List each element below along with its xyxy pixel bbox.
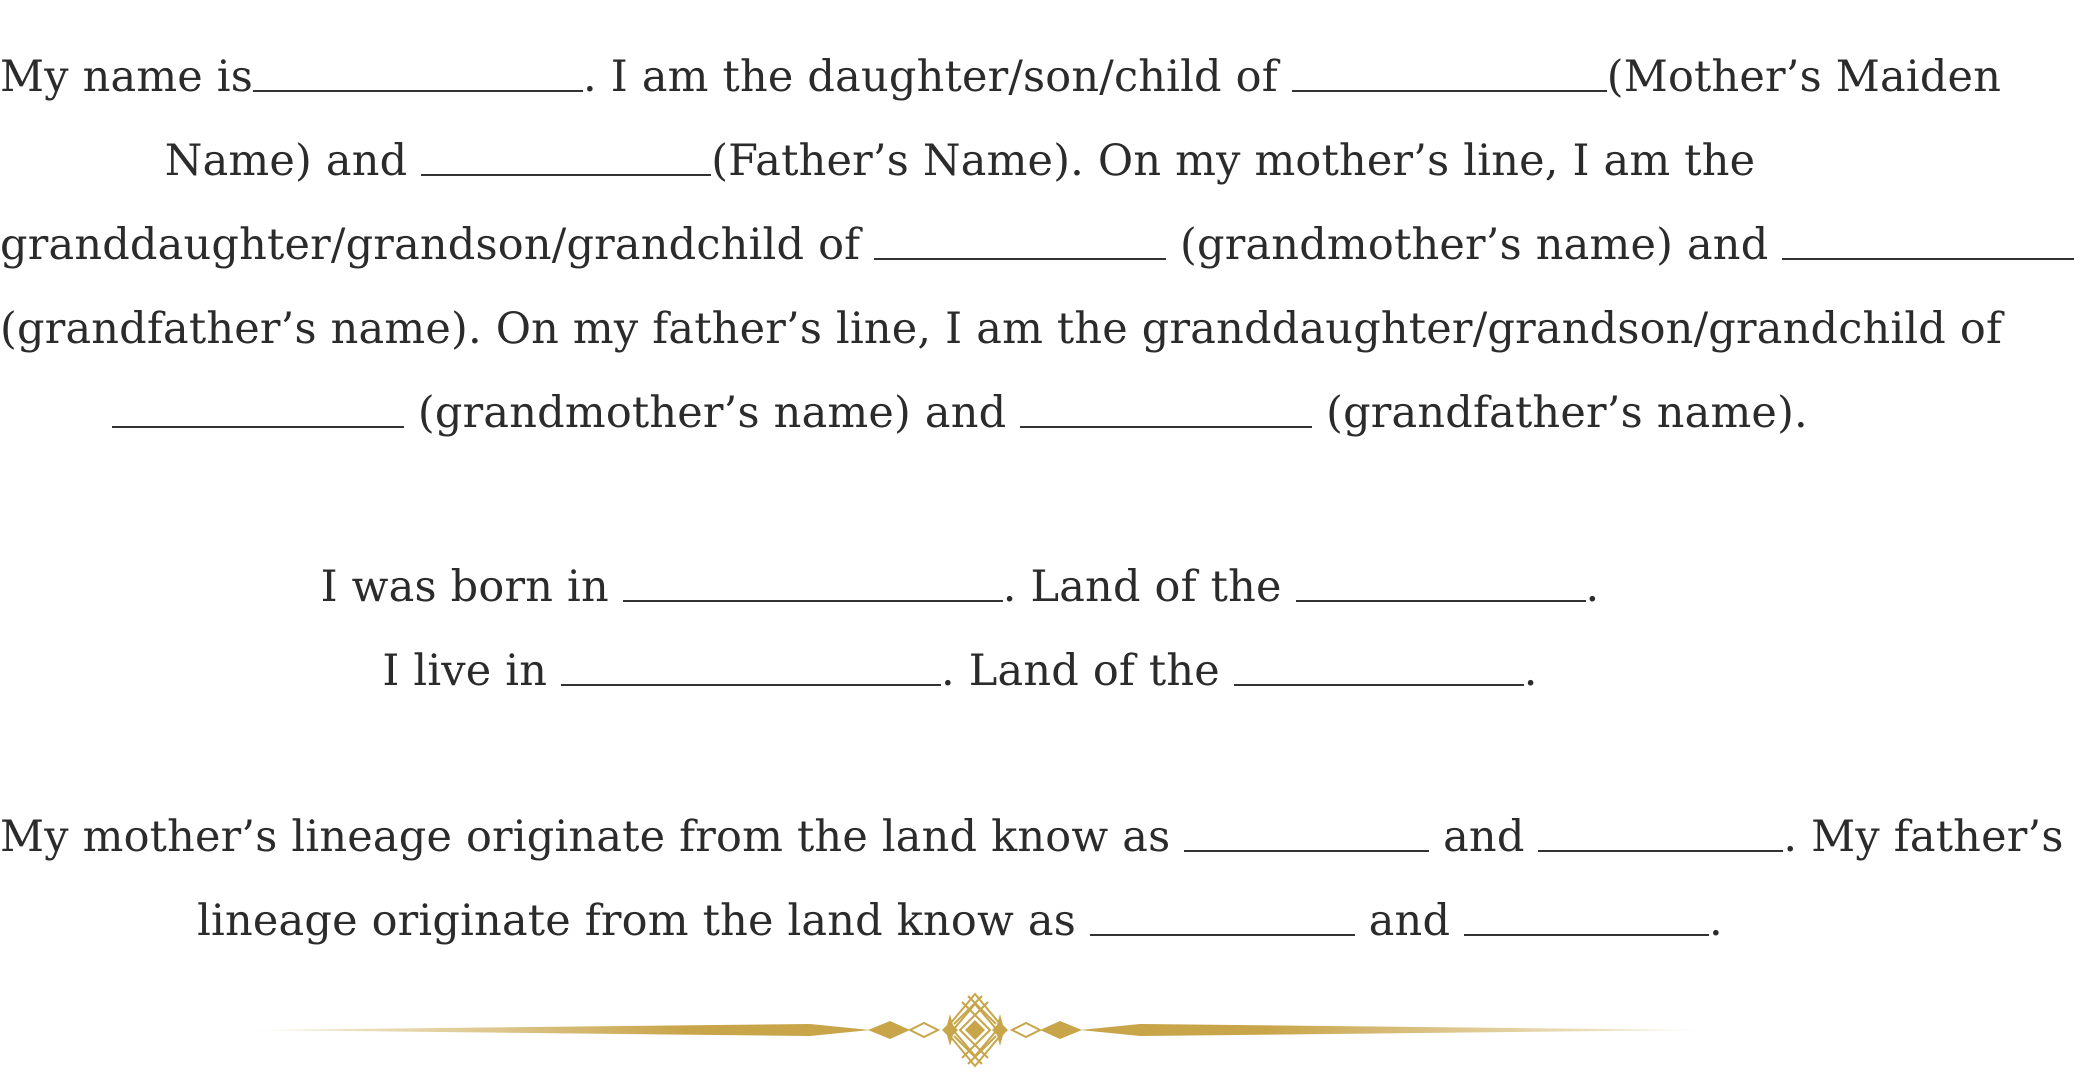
text-segment: (Mother’s Maiden [1606,52,2002,102]
paragraph-line [0,371,1920,455]
residence-blank[interactable] [561,684,941,686]
text-segment: granddaughter/grandson/grandchild of [0,220,875,270]
mother-maiden-name-blank[interactable] [1292,90,1607,92]
paragraph-line [0,119,1920,203]
father-name-blank[interactable] [421,174,711,176]
text-segment: (grandfather’s name). [1312,388,1808,438]
birthplace-blank[interactable] [623,600,1003,602]
text-segment: . Land of the [941,646,1234,696]
residence-land-blank[interactable] [1234,684,1524,686]
lineage-paragraph [0,35,2003,455]
text-segment: and [1354,896,1465,946]
maternal-grandfather-blank[interactable] [1782,258,2074,260]
text-segment: (grandfather’s name). On my father’s line, I am the granddaughter/grandson/grandchild of [0,304,2003,354]
text-segment: lineage originate from the land know as [197,896,1090,946]
birthplace-paragraph [0,545,1920,713]
text-segment: (grandmother’s name) and [404,388,1021,438]
text-segment: . [1709,896,1723,946]
origin-paragraph [0,795,2064,963]
paternal-land-2-blank[interactable] [1464,934,1709,936]
text-segment: . Land of the [1002,562,1296,612]
maternal-land-1-blank[interactable] [1184,850,1429,852]
text-segment: . [1585,562,1600,612]
text-segment: I was born in [320,562,623,612]
text-segment: My name is [0,52,254,102]
paternal-grandfather-blank[interactable] [1020,426,1312,428]
paragraph-line [0,879,1920,963]
maternal-land-2-blank[interactable] [1538,850,1783,852]
paragraph-line [0,287,2003,371]
text-segment: and [1429,812,1539,862]
text-segment: (Father’s Name). On my mother’s line, I am the [711,136,1756,186]
text-segment: Name) and [164,136,422,186]
text-segment: My mother’s lineage originate from the land know as [0,812,1185,862]
text-segment: . My father’s [1783,812,2064,862]
paragraph-line [0,545,1920,629]
text-segment: . [1523,646,1538,696]
name-blank[interactable] [253,90,583,92]
text-segment: (grandmother’s name) and [1166,220,1783,270]
paternal-land-1-blank[interactable] [1090,934,1355,936]
paragraph-line [0,203,1920,287]
birth-land-blank[interactable] [1296,600,1586,602]
paragraph-line [0,629,1920,713]
text-segment: . I am the daughter/son/child of [583,52,1292,102]
ornamental-divider-icon [250,990,1700,1070]
text-segment: I live in [382,646,562,696]
paragraph-line [0,35,2002,119]
paragraph-line [0,795,2064,879]
paternal-grandmother-blank[interactable] [112,426,404,428]
maternal-grandmother-blank[interactable] [874,258,1166,260]
